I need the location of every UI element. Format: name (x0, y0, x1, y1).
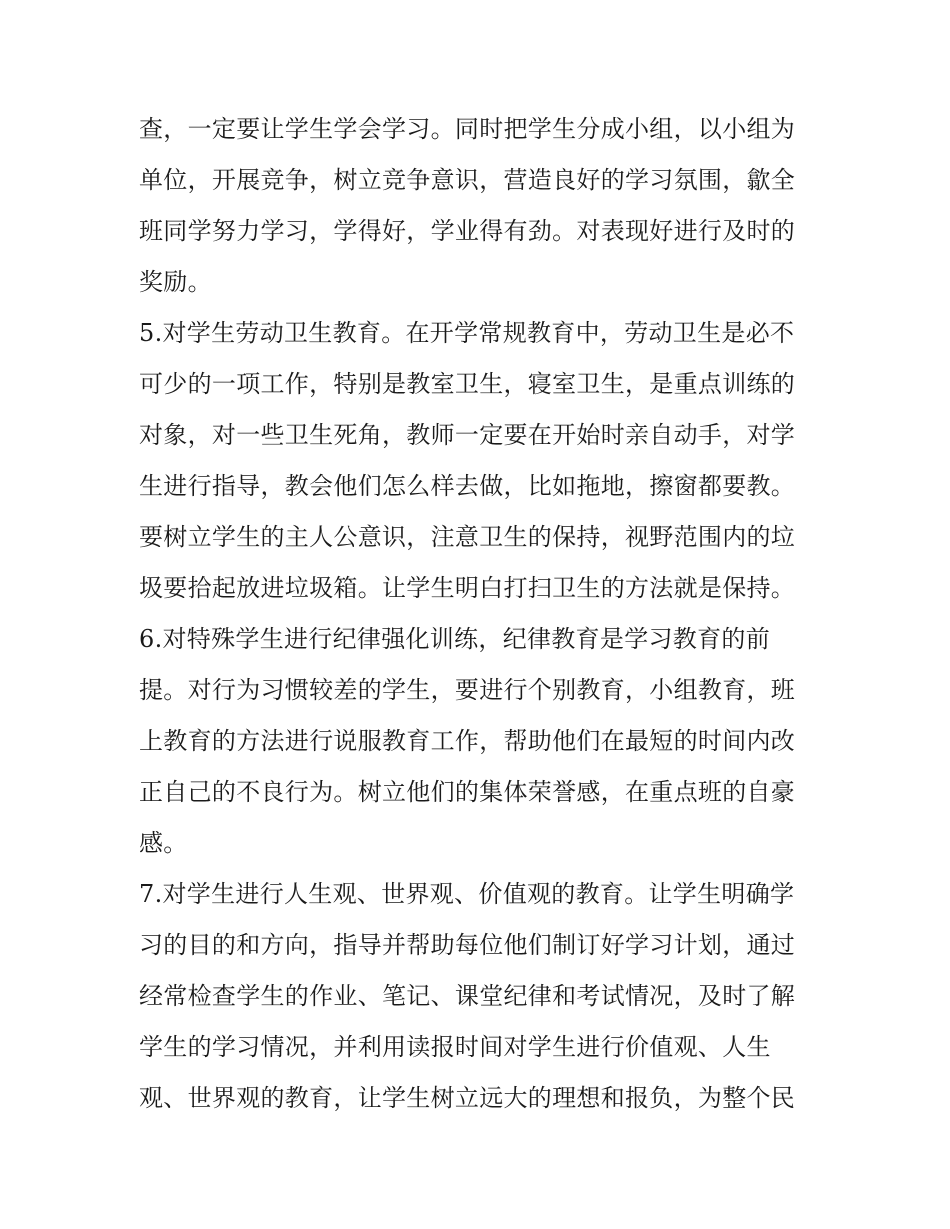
text-line: 感。 (139, 829, 188, 857)
text-line: 经常检查学生的作业、笔记、课堂纪律和考试情况，及时了解 (139, 982, 796, 1010)
text-line: 单位，开展竞争，树立竞争意识，营造良好的学习氛围，歙全 (139, 166, 796, 194)
text-line: 对象，对一些卫生死角，教师一定要在开始时亲自动手，对学 (139, 421, 796, 449)
text-line: 查，一定要让学生学会学习。同时把学生分成小组，以小组为 (139, 115, 796, 143)
document-body (139, 104, 829, 1124)
text-line: 正自己的不良行为。树立他们的集体荣誉感，在重点班的自豪 (139, 778, 796, 806)
text-line: 要树立学生的主人公意识，注意卫生的保持，视野范围内的垃 (139, 523, 796, 551)
text-line: 奖励。 (139, 268, 212, 296)
text-line: 生进行指导，教会他们怎么样去做，比如拖地，擦窗都要教。 (139, 472, 796, 500)
text-line: 学生的学习情况，并利用读报时间对学生进行价值观、人生 (139, 1033, 771, 1061)
text-line: 圾要拾起放进垃圾箱。让学生明白打扫卫生的方法就是保持。 (139, 574, 796, 602)
text-line: 5.对学生劳动卫生教育。在开学常规教育中，劳动卫生是必不 (139, 319, 795, 347)
text-line: 可少的一项工作，特别是教室卫生，寝室卫生，是重点训练的 (139, 370, 796, 398)
text-line: 上教育的方法进行说服教育工作，帮助他们在最短的时间内改 (139, 727, 796, 755)
text-line: 6.对特殊学生进行纪律强化训练，纪律教育是学习教育的前 (139, 625, 770, 653)
text-line: 习的目的和方向，指导并帮助每位他们制订好学习计划，通过 (139, 931, 796, 959)
text-line: 提。对行为习惯较差的学生，要进行个别教育，小组教育，班 (139, 676, 796, 704)
text-line: 7.对学生进行人生观、世界观、价值观的教育。让学生明确学 (139, 880, 795, 908)
text-line: 班同学努力学习，学得好，学业得有劲。对表现好进行及时的 (139, 217, 796, 245)
text-line: 观、世界观的教育，让学生树立远大的理想和报负，为整个民 (139, 1084, 796, 1112)
